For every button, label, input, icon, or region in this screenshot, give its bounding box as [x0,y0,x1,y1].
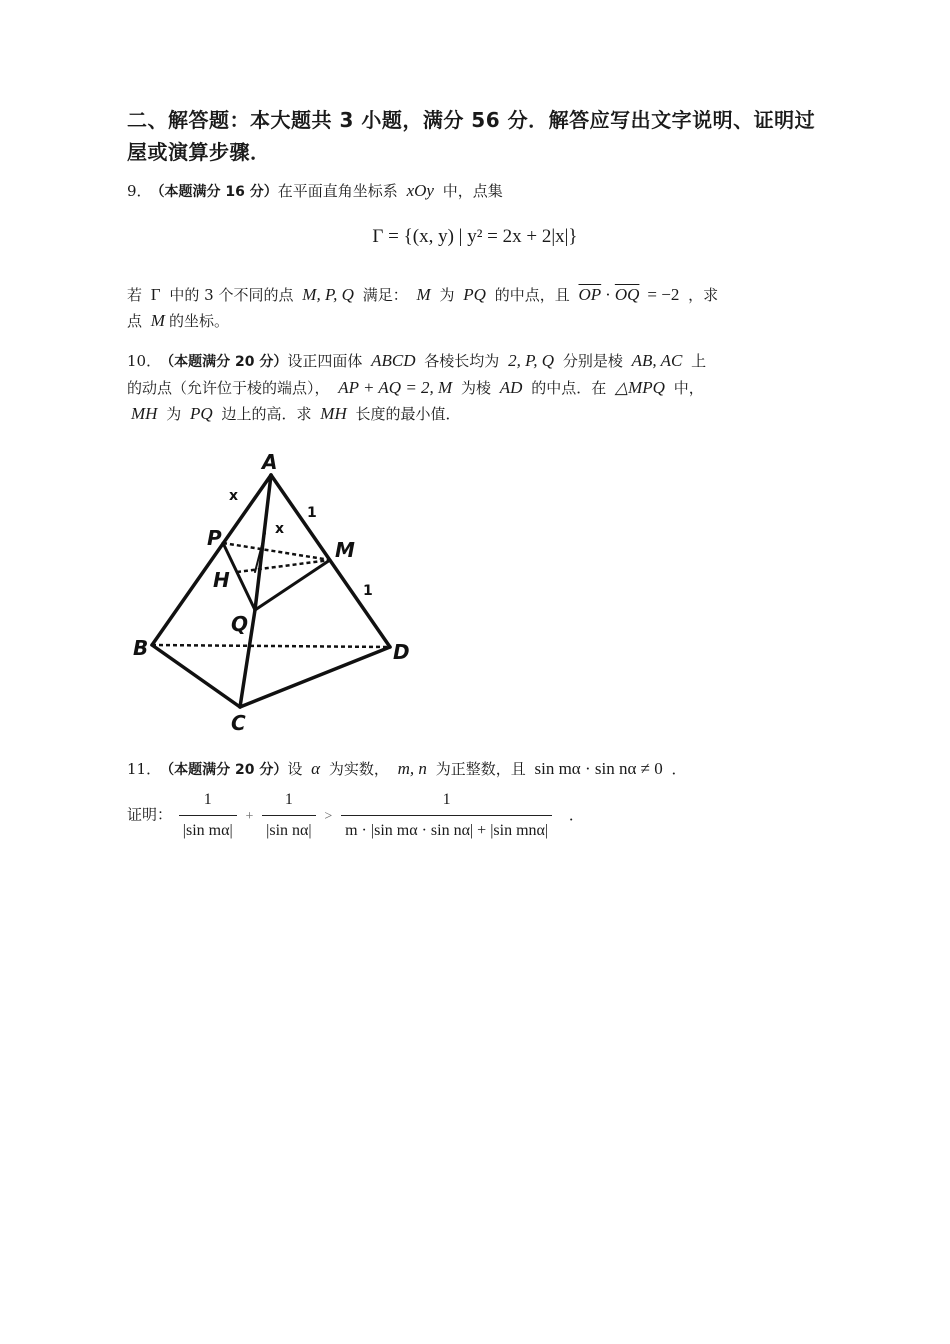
math-m: M [416,285,431,304]
label-c: C [231,711,246,735]
problem-text: 若 [127,286,143,304]
problem-11 [127,756,827,844]
problem-text: 中，点集 [442,182,503,200]
problem-text: 边上的高．求 [221,405,312,423]
problem-number: 11． [127,760,162,778]
problem-10 [127,348,827,427]
problem-score: （本题满分 20 分） [167,354,288,370]
problem-number: 10． [127,352,162,370]
problem-text: ． [671,760,687,778]
problem-text: 的中点．在 [531,379,607,397]
math-pq: PQ [190,404,213,423]
problem-text: 上 [691,352,707,370]
fraction-1 [179,787,237,844]
problem-text: 的中点，且 [494,286,570,304]
math-gamma: Γ [150,285,161,304]
math-sum: AP + AQ = 2, M [338,378,453,397]
problem-text: 中的 3 个不同的点 [169,286,294,304]
problem-text: 设 [287,760,303,778]
problem-text: 各棱长均为 [424,352,500,370]
mark-x-aq: x [275,521,285,537]
greater-than-sign: > [324,808,333,824]
problem-score: （本题满分 16 分） [157,184,278,200]
problem-number: 9． [127,182,152,200]
problem-text: 中， [673,379,704,397]
vector-op: $\overline{OP}$ [578,285,602,304]
mark-one-md: 1 [363,583,373,599]
edge-cd [240,647,390,707]
math-mn: m, n [397,759,427,778]
label-a: A [262,450,278,474]
problem-text: ． [568,805,584,824]
problem-text: 为 [166,405,182,423]
problem-text: 为实数， [328,760,389,778]
fraction-numerator: 1 [341,787,552,816]
problem-text: 为 [439,286,455,304]
mark-x-ap: x [229,488,239,504]
vector-oq: $\overline{OQ}$ [614,285,640,304]
math-dot: · [605,285,611,304]
label-q: Q [231,612,249,636]
math-condition: sin mα · sin nα ≠ 0 [534,759,663,778]
fraction-denominator: |sin nα| [266,822,312,839]
problem-text: 的坐标。 [168,312,229,330]
problem-text: ，求 [688,286,719,304]
math-value: = −2 [647,285,680,304]
set-formula: Γ = {(x, y) | y² = 2x + 2|x|} [372,226,578,247]
math-axis: xOy [406,181,434,200]
problem-9-condition [127,282,827,334]
problem-9 [127,178,827,205]
section-heading: 二、解答题：本大题共 3 小题，满分 56 分．解答应写出文字说明、证明过屋或演算步骤． [127,108,816,164]
problem-text: 长度的最小值． [355,405,461,423]
label-d: D [393,640,410,664]
math-alpha: α [311,759,321,778]
math-ad: AD [499,378,523,397]
prove-label: 证明： [127,805,173,824]
math-mh: MH [320,404,347,423]
label-h: H [213,568,230,592]
fraction-denominator: |sin mα| [182,822,233,839]
fraction-numerator: 1 [179,787,237,816]
problem-text: 设正四面体 [287,352,363,370]
math-m: M [150,311,165,330]
fraction-2 [262,787,315,844]
problem-text: 满足： [362,286,408,304]
fraction-3 [341,787,552,844]
problem-text: 为正整数，且 [435,760,526,778]
label-b: B [133,636,149,660]
math-triangle: △MPQ [615,378,665,397]
fraction-denominator: m · |sin mα · sin nα| + |sin mnα| [345,822,549,839]
math-abcd: ABCD [371,351,416,370]
problem-text: 的动点（允许位于棱的端点）， [127,379,330,397]
math-edges: AB, AC [631,351,683,370]
fraction-numerator: 1 [262,787,315,816]
math-len: 2, P, Q [508,351,555,370]
problem-text: 在平面直角坐标系 [277,182,398,200]
problem-score: （本题满分 20 分） [167,762,288,778]
label-p: P [207,526,222,550]
label-m: M [335,538,355,562]
tetrahedron-diagram [125,445,425,745]
segment-pm [223,543,330,560]
tetrahedron-figure [125,445,425,749]
math-pq: PQ [463,285,486,304]
edge-bd [152,645,390,647]
problem-text: 点 [127,312,143,330]
mark-one-am: 1 [307,505,317,521]
math-mh: MH [131,404,158,423]
plus-sign: + [245,808,254,824]
edge-bc [152,645,240,707]
problem-text: 为棱 [461,379,492,397]
math-points: M, P, Q [302,285,354,304]
problem-text: 分别是棱 [562,352,623,370]
